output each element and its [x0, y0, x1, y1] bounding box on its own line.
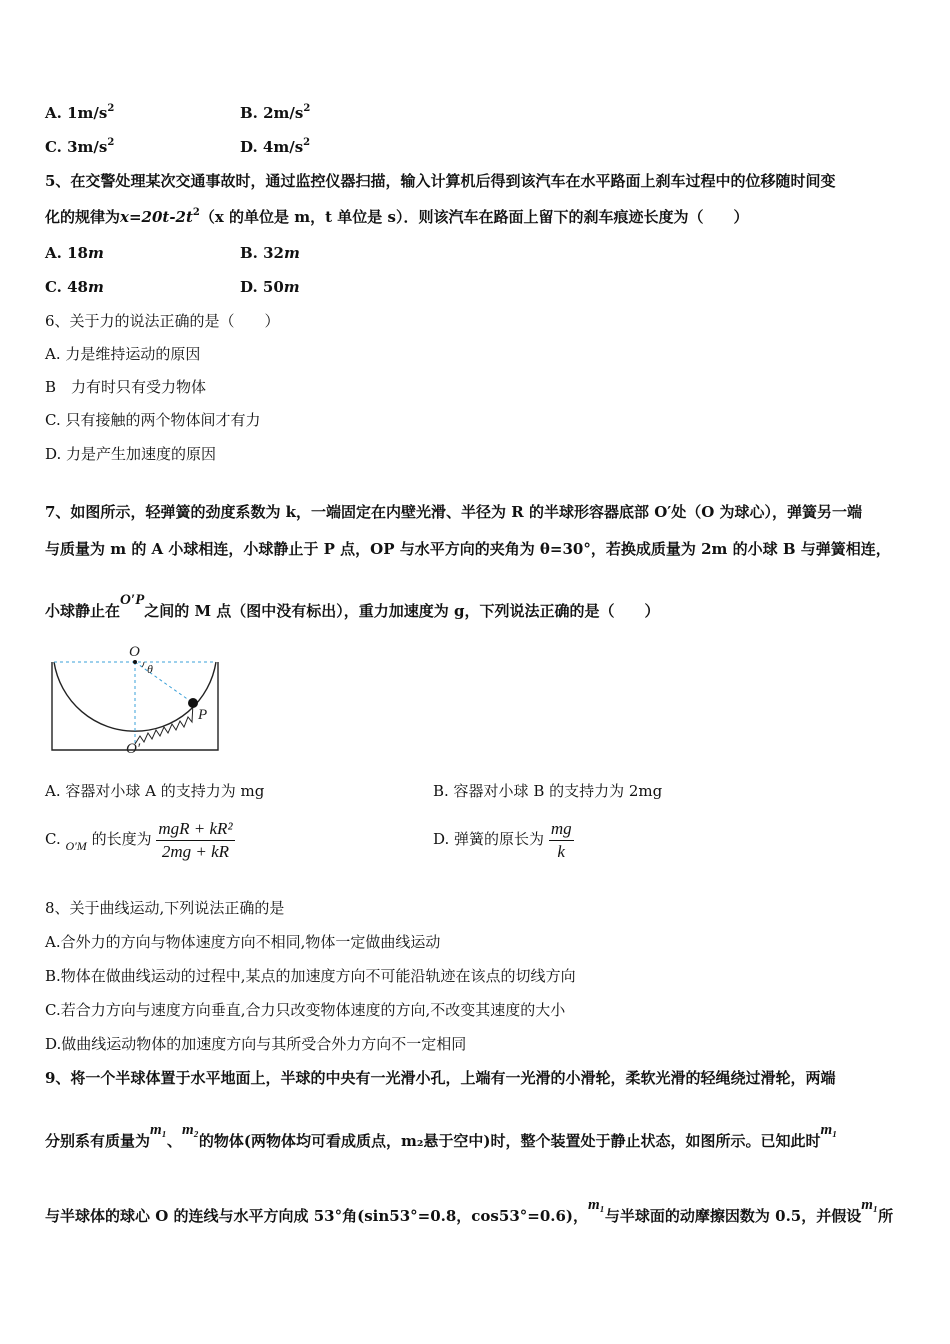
label-o: O	[129, 644, 140, 660]
q7-stem-line3: 小球静止在O′P之间的 M 点（图中没有标出），重力加速度为 g，下列说法正确的是（ ）	[45, 592, 660, 620]
q7-stem-line2: 与质量为 m 的 A 小球相连，小球静止于 P 点，OP 与水平方向的夹角为 θ=30°，若换成质量为 2m 的小球 B 与弹簧相连，	[45, 540, 891, 558]
q4-option-b: B. $2m/s^2$	[240, 103, 311, 122]
q8-option-d: D.做曲线运动物体的加速度方向与其所受合外力方向不一定相同	[45, 1035, 467, 1053]
q5-option-d: D. 50m	[240, 278, 300, 296]
q4-option-c: C. $3m/s^2$	[45, 137, 115, 156]
q7-option-a: A. 容器对小球 A 的支持力为 mg	[45, 782, 265, 800]
label-o-prime: O′	[126, 741, 141, 757]
q8-stem: 8、关于曲线运动,下列说法正确的是	[45, 899, 285, 917]
q4-option-a: A. $1m/s^2$	[45, 103, 115, 122]
q8-option-b: B.物体在做曲线运动的过程中,某点的加速度方向不可能沿轨迹在该点的切线方向	[45, 967, 576, 985]
q6-option-c: C. 只有接触的两个物体间才有力	[45, 411, 261, 429]
q7-option-d: D. 弹簧的原长为 $\frac{mg}{k}$	[433, 818, 572, 861]
label-theta: θ	[147, 662, 153, 676]
q8-option-c: C.若合力方向与速度方向垂直,合力只改变物体速度的方向,不改变其速度的大小	[45, 1001, 566, 1019]
q5-option-a: A. 18m	[45, 244, 104, 262]
q7-figure	[40, 640, 240, 758]
q9-line1: 9、将一个半球体置于水平地面上，半球的中央有一光滑小孔，上端有一光滑的小滑轮，柔软光滑的轻绳绕过滑轮，两端	[45, 1069, 836, 1087]
q6-option-d: D. 力是产生加速度的原因	[45, 445, 217, 463]
q6-option-a: A. 力是维持运动的原因	[45, 345, 201, 363]
q7-c-fraction: $\frac{\text{mgR + kR²}}{2mg + kR}$	[158, 818, 233, 861]
op-dashed-line	[135, 662, 193, 703]
ball-p	[188, 698, 198, 708]
q5-option-b: B. 32m	[240, 244, 300, 262]
spring	[135, 703, 193, 744]
label-p: P	[198, 707, 208, 723]
q7-stem-line1: 7、如图所示，轻弹簧的劲度系数为 k，一端固定在内壁光滑、半径为 R 的半球形容器底部 O′处（O 为球心），弹簧另一端	[45, 503, 862, 521]
q5-stem-line2: 化的规律为$x=20t-2t^2(x$ 的单位是 m，t 单位是 s）．则该汽车在路面上留下的刹车痕迹长度为（ ）	[45, 207, 749, 226]
q8-option-a: A.合外力的方向与物体速度方向不相同,物体一定做曲线运动	[45, 933, 441, 951]
q7-option-b: B. 容器对小球 B 的支持力为 2mg	[433, 782, 663, 800]
q9-line2: 分别系有质量为m₁、m₂的物体(两物体均可看成质点，m₂悬于空中)时，整个装置处于静止状态，如图所示。已知此时m₁	[45, 1122, 838, 1150]
q9-line3: 与半球体的球心 O 的连线与水平方向成 53°角(sin53°=0.8，cos53°=0.6)，m₁与半球面的动摩擦因数为 0.5，并假设m₁所	[45, 1197, 894, 1225]
q5-stem-line1: 5、在交警处理某次交通事故时，通过监控仪器扫描，输入计算机后得到该汽车在水平路面上刹车过程中的位移随时间变	[45, 172, 836, 190]
q7-option-c: C. $_{O'M}$ 的长度为 $\frac{\text{mgR + kR²}}{2mg + kR}$	[45, 818, 233, 861]
theta-arc	[142, 662, 144, 667]
q6-option-b: B 力有时只有受力物体	[45, 378, 207, 396]
point-o	[133, 660, 137, 664]
q4-option-d: D. $4m/s^2$	[240, 137, 311, 156]
q7-d-fraction: $\frac{mg}{k}$	[550, 818, 572, 861]
q6-stem: 6、关于力的说法正确的是（ ）	[45, 312, 280, 330]
q5-option-c: C. 48m	[45, 278, 104, 296]
